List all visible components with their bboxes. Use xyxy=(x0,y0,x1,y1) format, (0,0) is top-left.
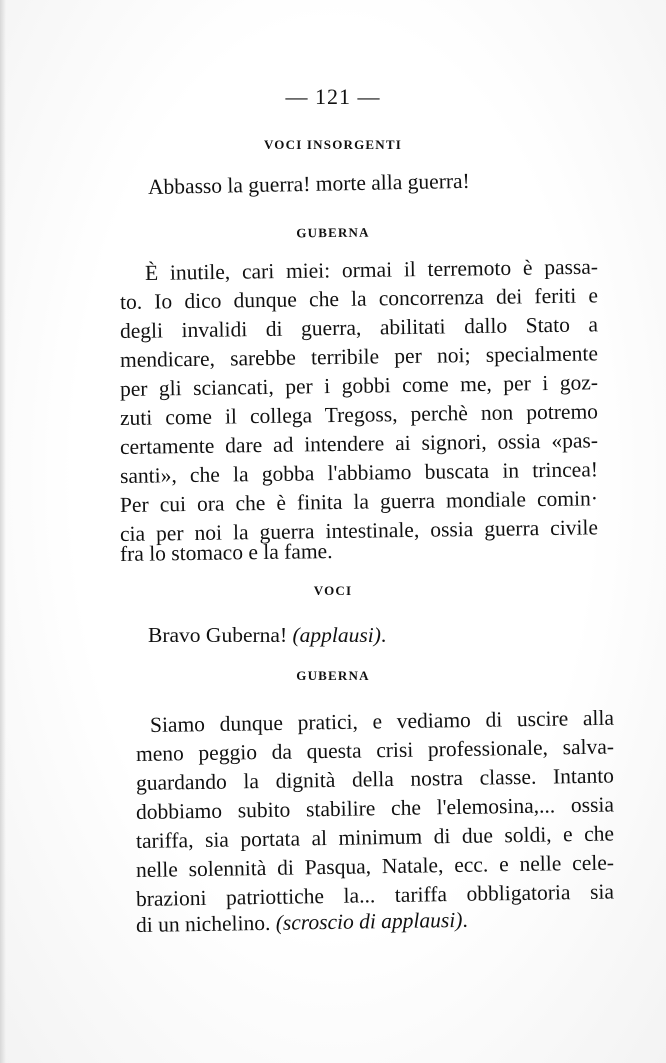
dialogue-line xyxy=(148,620,626,650)
dialogue-line: tariffa, sia portata al minimum di due soldi, e che xyxy=(135,821,615,853)
dialogue-line: cia per noi la guerra intestinale, ossia guerra civile xyxy=(119,515,599,546)
stage-direction: (applausi) xyxy=(292,623,381,647)
dialogue-line: brazioni patriottiche la... tariffa obbligatoria sia xyxy=(135,879,615,911)
dialogue-line: dobbiamo subito stabilire che l'elemosina,... ossia xyxy=(135,792,615,824)
page-edge-shadow xyxy=(0,0,6,1063)
page-number: — 121 — xyxy=(285,84,381,109)
dialogue-line: per gli sciancati, per i gobbi come me, per i goz- xyxy=(119,370,599,401)
dialogue-text: Bravo Guberna! xyxy=(148,623,293,647)
dialogue-line: zuti come il collega Tregoss, perchè non potremo xyxy=(119,399,599,430)
speaker-voci: VOCI xyxy=(313,583,353,598)
dialogue-line: certamente dare ad intendere ai signori, ossia «pas- xyxy=(119,428,599,459)
dialogue-punctuation: . xyxy=(462,907,468,932)
dialogue-punctuation: . xyxy=(380,623,387,647)
dialogue-line xyxy=(136,902,614,940)
speaker-guberna: GUBERNA xyxy=(296,668,370,683)
dialogue-line: Per cui ora che è finita la guerra mondiale comin· xyxy=(119,486,599,517)
dialogue-line: nelle solennità di Pasqua, Natale, ecc. e nelle cele- xyxy=(135,850,615,882)
dialogue-line: È inutile, cari miei: ormai il terremoto è passa- xyxy=(144,254,599,285)
dialogue-line: meno peggio da questa crisi professionale, salva- xyxy=(135,734,615,766)
dialogue-line: degli invalidi di guerra, abilitati dallo Stato a xyxy=(119,312,599,343)
speaker-voci-insorgenti: VOCI INSORGENTI xyxy=(263,137,402,152)
stage-direction: (scroscio di applausi) xyxy=(275,907,463,935)
speaker-guberna: GUBERNA xyxy=(296,224,370,241)
dialogue-text: di un nichelino. xyxy=(135,910,276,937)
dialogue-line: Abbasso la guerra! morte alla guerra! xyxy=(147,168,470,199)
dialogue-line: santi», che la gobba l'abbiamo buscata in trincea! xyxy=(119,457,599,488)
dialogue-line: to. Io dico dunque che la concorrenza dei feriti e xyxy=(119,283,599,314)
dialogue-line: mendicare, sarebbe terribile per noi; specialmente xyxy=(119,341,599,372)
dialogue-line: guardando la dignità della nostra classe. Intanto xyxy=(135,763,615,795)
dialogue-line: Siamo dunque pratici, e vediamo di uscire alla xyxy=(149,705,615,737)
dialogue-line: fra lo stomaco e la fame. xyxy=(119,539,333,566)
